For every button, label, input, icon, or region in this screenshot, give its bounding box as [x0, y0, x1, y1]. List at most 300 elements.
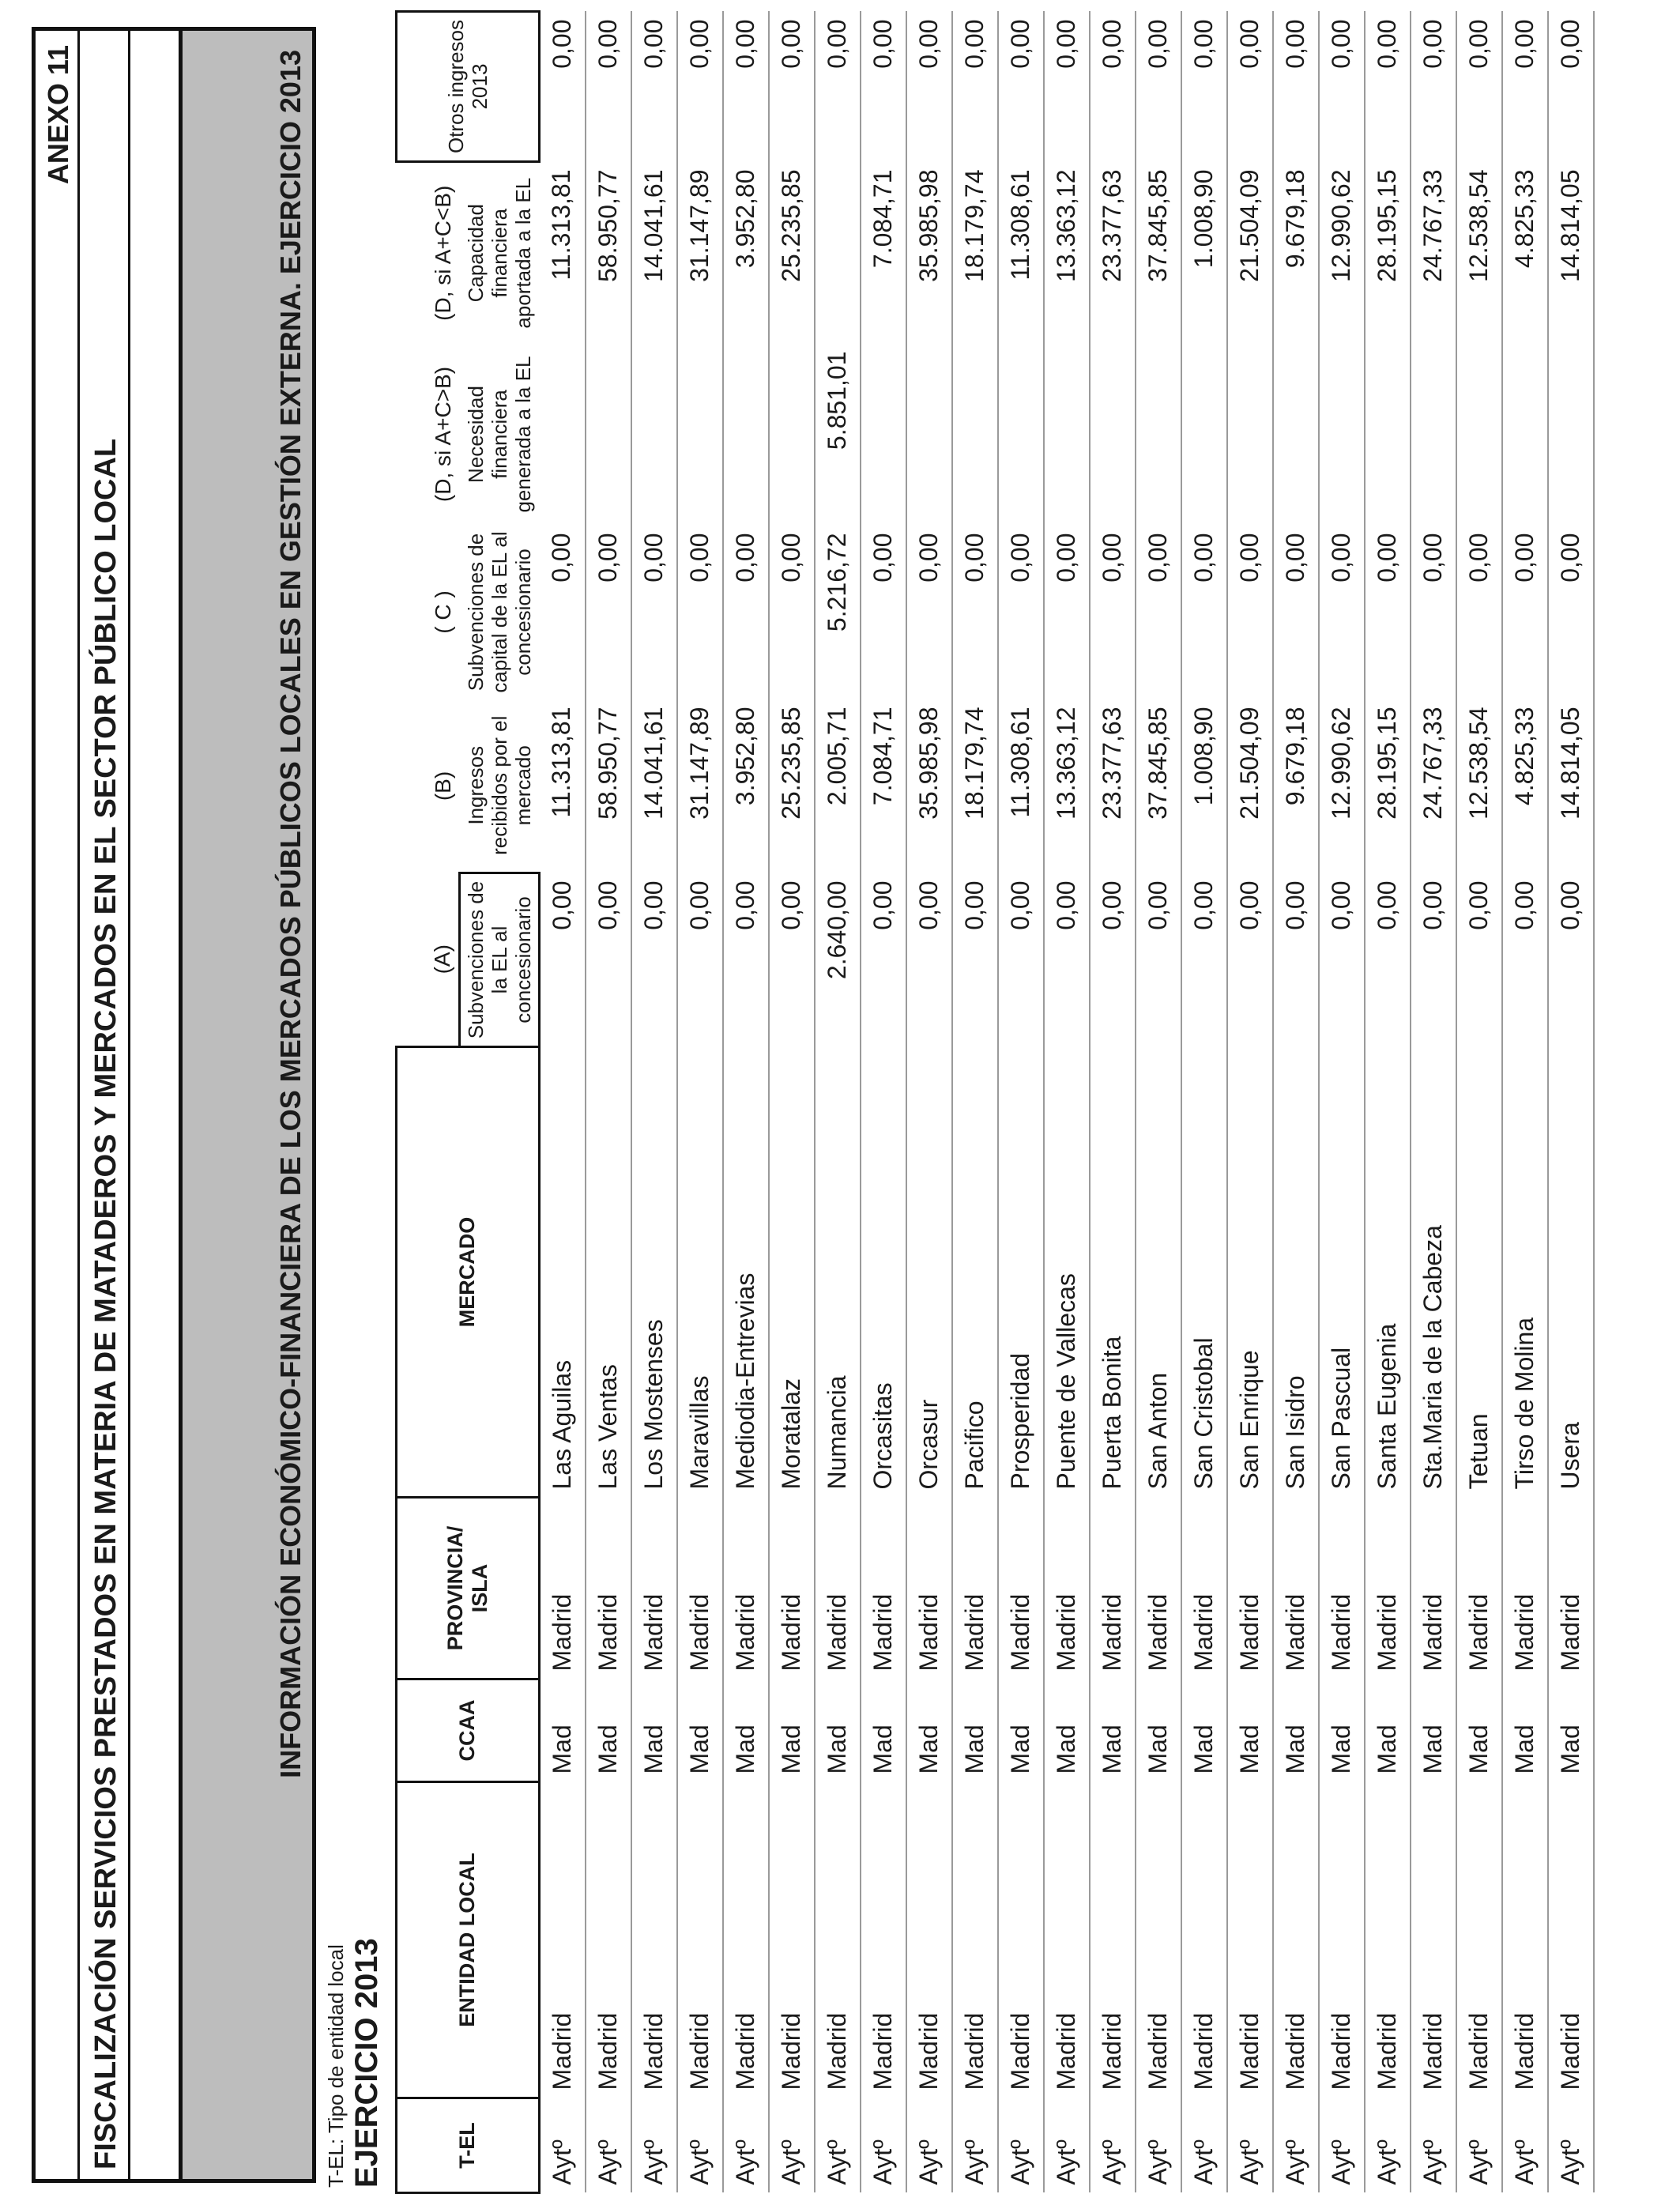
cell-b: 11.313,81	[539, 699, 586, 873]
cell-b: 9.679,18	[1273, 699, 1319, 873]
cell-provincia: Madrid	[952, 1498, 998, 1679]
cell-tel: Aytº	[1365, 2098, 1411, 2193]
cell-c: 0,00	[998, 526, 1044, 699]
cell-provincia: Madrid	[1181, 1498, 1227, 1679]
markets-table	[395, 10, 1595, 2194]
cell-a: 0,00	[723, 873, 769, 1047]
cell-c: 0,00	[1411, 526, 1456, 699]
cell-tel: Aytº	[1502, 2098, 1548, 2193]
cell-a: 0,00	[952, 873, 998, 1047]
cell-b: 21.504,09	[1227, 699, 1273, 873]
cell-otros: 0,00	[539, 12, 586, 162]
cell-a: 0,00	[1181, 873, 1227, 1047]
cell-c: 0,00	[1319, 526, 1365, 699]
cell-b: 4.825,33	[1502, 699, 1548, 873]
cell-otros: 0,00	[815, 12, 861, 162]
cell-d1	[906, 344, 952, 526]
cell-ccaa: Mad	[1411, 1679, 1456, 1782]
cell-otros: 0,00	[1319, 12, 1365, 162]
cell-c: 0,00	[677, 526, 723, 699]
cell-tel: Aytº	[1456, 2098, 1502, 2193]
cell-tel: Aytº	[723, 2098, 769, 2193]
cell-c: 0,00	[906, 526, 952, 699]
cell-provincia: Madrid	[723, 1498, 769, 1679]
cell-d1	[586, 344, 631, 526]
cell-d2: 21.504,09	[1227, 162, 1273, 344]
cell-entidad: Madrid	[769, 1782, 815, 2098]
cell-otros: 0,00	[1273, 12, 1319, 162]
cell-b: 24.767,33	[1411, 699, 1456, 873]
cell-d1	[1456, 344, 1502, 526]
cell-c: 0,00	[723, 526, 769, 699]
cell-b: 31.147,89	[677, 699, 723, 873]
cell-ccaa: Mad	[1227, 1679, 1273, 1782]
cell-tel: Aytº	[906, 2098, 952, 2193]
cell-mercado: Los Mostenses	[631, 1047, 677, 1498]
cell-a: 0,00	[1227, 873, 1273, 1047]
cell-mercado: Tetuan	[1456, 1047, 1502, 1498]
cell-b: 2.005,71	[815, 699, 861, 873]
cell-entidad: Madrid	[723, 1782, 769, 2098]
table-row	[998, 12, 1044, 2193]
cell-ccaa: Mad	[1456, 1679, 1502, 1782]
cell-tel: Aytº	[998, 2098, 1044, 2193]
cell-entidad: Madrid	[1456, 1782, 1502, 2098]
cell-tel: Aytº	[1273, 2098, 1319, 2193]
table-row	[539, 12, 586, 2193]
cell-entidad: Madrid	[539, 1782, 586, 2098]
cell-ccaa: Mad	[1502, 1679, 1548, 1782]
cell-a: 2.640,00	[815, 873, 861, 1047]
cell-b: 3.952,80	[723, 699, 769, 873]
cell-d2: 23.377,63	[1090, 162, 1136, 344]
cell-otros: 0,00	[1227, 12, 1273, 162]
cell-provincia: Madrid	[906, 1498, 952, 1679]
cell-d2: 14.041,61	[631, 162, 677, 344]
table-row	[861, 12, 906, 2193]
cell-entidad: Madrid	[1090, 1782, 1136, 2098]
cell-tel: Aytº	[1090, 2098, 1136, 2193]
table-row	[631, 12, 677, 2193]
cell-provincia: Madrid	[1365, 1498, 1411, 1679]
table-row	[1227, 12, 1273, 2193]
cell-c: 0,00	[586, 526, 631, 699]
table-row	[1502, 12, 1548, 2193]
table-row	[1456, 12, 1502, 2193]
cell-tel: Aytº	[1044, 2098, 1090, 2193]
cell-c: 0,00	[1365, 526, 1411, 699]
cell-c: 0,00	[1181, 526, 1227, 699]
cell-mercado: Sta.Maria de la Cabeza	[1411, 1047, 1456, 1498]
cell-c: 0,00	[539, 526, 586, 699]
cell-a: 0,00	[586, 873, 631, 1047]
cell-ccaa: Mad	[723, 1679, 769, 1782]
col-header-entidad: ENTIDAD LOCAL	[397, 1782, 540, 2098]
cell-provincia: Madrid	[861, 1498, 906, 1679]
cell-entidad: Madrid	[631, 1782, 677, 2098]
cell-provincia: Madrid	[1227, 1498, 1273, 1679]
cell-a: 0,00	[1548, 873, 1594, 1047]
table-row	[1136, 12, 1181, 2193]
cell-a: 0,00	[1136, 873, 1181, 1047]
cell-mercado: San Pascual	[1319, 1047, 1365, 1498]
cell-a: 0,00	[1502, 873, 1548, 1047]
cell-provincia: Madrid	[815, 1498, 861, 1679]
table-row	[1090, 12, 1136, 2193]
cell-b: 23.377,63	[1090, 699, 1136, 873]
cell-d2: 35.985,98	[906, 162, 952, 344]
cell-ccaa: Mad	[769, 1679, 815, 1782]
col-header-d2: Capacidad financiera aportada a la EL	[463, 177, 535, 329]
cell-provincia: Madrid	[1136, 1498, 1181, 1679]
cell-d2: 11.313,81	[539, 162, 586, 344]
cell-d1	[1090, 344, 1136, 526]
cell-c: 0,00	[861, 526, 906, 699]
cell-otros: 0,00	[1456, 12, 1502, 162]
cell-ccaa: Mad	[1090, 1679, 1136, 1782]
cell-d2: 4.825,33	[1502, 162, 1548, 344]
cell-c: 0,00	[1502, 526, 1548, 699]
cell-tel: Aytº	[1319, 2098, 1365, 2193]
cell-otros: 0,00	[723, 12, 769, 162]
main-title-row	[80, 31, 130, 2179]
info-title: INFORMACIÓN ECONÓMICO-FINANCIERA DE LOS MERCADOS PÚBLICOS LOCALES EN GESTIÓN EXTERNA. EJERCICIO 2013	[274, 50, 307, 1778]
cell-d2: 9.679,18	[1273, 162, 1319, 344]
cell-c: 0,00	[952, 526, 998, 699]
cell-d2: 13.363,12	[1044, 162, 1090, 344]
cell-mercado: Puerta Bonita	[1090, 1047, 1136, 1498]
table-row	[952, 12, 998, 2193]
cell-entidad: Madrid	[677, 1782, 723, 2098]
cell-d2: 14.814,05	[1548, 162, 1594, 344]
table-row	[769, 12, 815, 2193]
cell-tel: Aytº	[1548, 2098, 1594, 2193]
table-row	[1365, 12, 1411, 2193]
cell-ccaa: Mad	[539, 1679, 586, 1782]
table-row	[1181, 12, 1227, 2193]
cell-ccaa: Mad	[1273, 1679, 1319, 1782]
cell-c: 0,00	[769, 526, 815, 699]
cell-ccaa: Mad	[586, 1679, 631, 1782]
cell-provincia: Madrid	[677, 1498, 723, 1679]
cell-c: 0,00	[1136, 526, 1181, 699]
cell-d2: 24.767,33	[1411, 162, 1456, 344]
cell-provincia: Madrid	[1548, 1498, 1594, 1679]
cell-c: 0,00	[1273, 526, 1319, 699]
cell-d2: 11.308,61	[998, 162, 1044, 344]
col-header-mercado: MERCADO	[397, 1047, 540, 1498]
cell-d2: 7.084,71	[861, 162, 906, 344]
cell-ccaa: Mad	[1548, 1679, 1594, 1782]
cell-b: 58.950,77	[586, 699, 631, 873]
cell-otros: 0,00	[952, 12, 998, 162]
cell-entidad: Madrid	[1044, 1782, 1090, 2098]
cell-ccaa: Mad	[631, 1679, 677, 1782]
cell-tel: Aytº	[769, 2098, 815, 2193]
cell-mercado: Orcasur	[906, 1047, 952, 1498]
cell-d1	[952, 344, 998, 526]
cell-a: 0,00	[769, 873, 815, 1047]
cell-mercado: Tirso de Molina	[1502, 1047, 1548, 1498]
cell-ccaa: Mad	[998, 1679, 1044, 1782]
cell-mercado: Prosperidad	[998, 1047, 1044, 1498]
cell-otros: 0,00	[677, 12, 723, 162]
cell-entidad: Madrid	[1411, 1782, 1456, 2098]
cell-mercado: San Isidro	[1273, 1047, 1319, 1498]
cell-c: 0,00	[1090, 526, 1136, 699]
cell-entidad: Madrid	[861, 1782, 906, 2098]
cell-d2: 12.990,62	[1319, 162, 1365, 344]
cell-d2: 25.235,85	[769, 162, 815, 344]
cell-provincia: Madrid	[1319, 1498, 1365, 1679]
annex-row	[36, 31, 80, 2179]
cell-entidad: Madrid	[1548, 1782, 1594, 2098]
cell-d1	[1273, 344, 1319, 526]
table-row	[586, 12, 631, 2193]
cell-mercado: Santa Eugenia	[1365, 1047, 1411, 1498]
cell-provincia: Madrid	[539, 1498, 586, 1679]
title-box	[32, 27, 316, 2183]
cell-ccaa: Mad	[1319, 1679, 1365, 1782]
cell-d2: 12.538,54	[1456, 162, 1502, 344]
cell-provincia: Madrid	[1411, 1498, 1456, 1679]
cell-entidad: Madrid	[1227, 1782, 1273, 2098]
cell-tel: Aytº	[631, 2098, 677, 2193]
cell-d2: 1.008,90	[1181, 162, 1227, 344]
cell-otros: 0,00	[769, 12, 815, 162]
cell-a: 0,00	[861, 873, 906, 1047]
cell-a: 0,00	[1456, 873, 1502, 1047]
cell-c: 0,00	[1456, 526, 1502, 699]
cell-mercado: Puente de Vallecas	[1044, 1047, 1090, 1498]
cell-otros: 0,00	[1411, 12, 1456, 162]
cell-d1	[998, 344, 1044, 526]
cell-mercado: Maravillas	[677, 1047, 723, 1498]
cell-otros: 0,00	[1090, 12, 1136, 162]
cell-d1	[539, 344, 586, 526]
cell-tel: Aytº	[815, 2098, 861, 2193]
cell-otros: 0,00	[1044, 12, 1090, 162]
cell-b: 28.195,15	[1365, 699, 1411, 873]
cell-provincia: Madrid	[586, 1498, 631, 1679]
cell-ccaa: Mad	[906, 1679, 952, 1782]
cell-entidad: Madrid	[952, 1782, 998, 2098]
cell-tel: Aytº	[1181, 2098, 1227, 2193]
col-letter-d2: (D, si A+C<B)	[431, 185, 455, 321]
cell-entidad: Madrid	[1319, 1782, 1365, 2098]
col-header-otros: Otros ingresos 2013	[397, 12, 540, 162]
cell-provincia: Madrid	[1502, 1498, 1548, 1679]
cell-ccaa: Mad	[1136, 1679, 1181, 1782]
cell-ccaa: Mad	[677, 1679, 723, 1782]
cell-a: 0,00	[631, 873, 677, 1047]
cell-d1	[1319, 344, 1365, 526]
cell-b: 1.008,90	[1181, 699, 1227, 873]
cell-entidad: Madrid	[1136, 1782, 1181, 2098]
cell-d1	[723, 344, 769, 526]
cell-d1	[1411, 344, 1456, 526]
cell-entidad: Madrid	[998, 1782, 1044, 2098]
cell-provincia: Madrid	[1273, 1498, 1319, 1679]
cell-ccaa: Mad	[861, 1679, 906, 1782]
cell-d1	[1044, 344, 1090, 526]
col-header-tel: T-EL	[397, 2098, 540, 2193]
table-row	[1548, 12, 1594, 2193]
cell-d1	[1548, 344, 1594, 526]
cell-a: 0,00	[1365, 873, 1411, 1047]
cell-a: 0,00	[1044, 873, 1090, 1047]
cell-provincia: Madrid	[769, 1498, 815, 1679]
cell-d2: 58.950,77	[586, 162, 631, 344]
ejercicio-heading: EJERCICIO 2013	[349, 1938, 384, 2188]
table-row	[723, 12, 769, 2193]
cell-d1	[1227, 344, 1273, 526]
cell-mercado: Numancia	[815, 1047, 861, 1498]
table-row	[677, 12, 723, 2193]
annex-label: ANEXO 11	[42, 45, 74, 185]
cell-b: 18.179,74	[952, 699, 998, 873]
cell-d1	[1181, 344, 1227, 526]
cell-otros: 0,00	[861, 12, 906, 162]
cell-d1	[677, 344, 723, 526]
cell-mercado: San Enrique	[1227, 1047, 1273, 1498]
cell-mercado: San Cristobal	[1181, 1047, 1227, 1498]
table-row	[1273, 12, 1319, 2193]
main-title: FISCALIZACIÓN SERVICIOS PRESTADOS EN MATERIA DE MATADEROS Y MERCADOS EN EL SECTOR PÚBLICO LOCAL	[89, 438, 122, 2169]
cell-d1	[1502, 344, 1548, 526]
cell-entidad: Madrid	[1181, 1782, 1227, 2098]
cell-tel: Aytº	[677, 2098, 723, 2193]
cell-a: 0,00	[1319, 873, 1365, 1047]
cell-d2: 37.845,85	[1136, 162, 1181, 344]
cell-entidad: Madrid	[815, 1782, 861, 2098]
cell-d1	[1136, 344, 1181, 526]
cell-mercado: Pacifico	[952, 1047, 998, 1498]
cell-b: 25.235,85	[769, 699, 815, 873]
col-letter-c: ( C )	[431, 590, 455, 634]
col-letter-b: (B)	[431, 771, 455, 801]
cell-otros: 0,00	[906, 12, 952, 162]
cell-a: 0,00	[677, 873, 723, 1047]
cell-provincia: Madrid	[631, 1498, 677, 1679]
cell-d1	[769, 344, 815, 526]
cell-ccaa: Mad	[952, 1679, 998, 1782]
cell-tel: Aytº	[586, 2098, 631, 2193]
cell-mercado: Mediodia-Entrevias	[723, 1047, 769, 1498]
cell-b: 11.308,61	[998, 699, 1044, 873]
info-title-row	[183, 31, 312, 2179]
cell-entidad: Madrid	[1502, 1782, 1548, 2098]
col-header-b: Ingresos recibidos por el mercado	[463, 715, 535, 855]
cell-ccaa: Mad	[1365, 1679, 1411, 1782]
cell-ccaa: Mad	[1044, 1679, 1090, 1782]
cell-b: 12.990,62	[1319, 699, 1365, 873]
cell-c: 5.216,72	[815, 526, 861, 699]
cell-mercado: San Anton	[1136, 1047, 1181, 1498]
cell-d2	[815, 162, 861, 344]
cell-otros: 0,00	[631, 12, 677, 162]
col-letter-a: (A)	[429, 944, 454, 974]
cell-entidad: Madrid	[1273, 1782, 1319, 2098]
col-header-c: Subvenciones de capital de la EL al concesionario	[463, 531, 535, 693]
cell-c: 0,00	[1044, 526, 1090, 699]
cell-d1	[861, 344, 906, 526]
col-header-a: Subvenciones de la EL al concesionario	[459, 873, 539, 1047]
col-letter-d1: (D, si A+C>B)	[431, 366, 455, 503]
table-row	[815, 12, 861, 2193]
cell-provincia: Madrid	[1456, 1498, 1502, 1679]
cell-mercado: Usera	[1548, 1047, 1594, 1498]
cell-entidad: Madrid	[586, 1782, 631, 2098]
cell-otros: 0,00	[1502, 12, 1548, 162]
cell-b: 35.985,98	[906, 699, 952, 873]
cell-a: 0,00	[1090, 873, 1136, 1047]
cell-d2: 3.952,80	[723, 162, 769, 344]
cell-d2: 31.147,89	[677, 162, 723, 344]
cell-entidad: Madrid	[906, 1782, 952, 2098]
cell-otros: 0,00	[1365, 12, 1411, 162]
cell-otros: 0,00	[1548, 12, 1594, 162]
cell-a: 0,00	[998, 873, 1044, 1047]
cell-mercado: Las Ventas	[586, 1047, 631, 1498]
cell-tel: Aytº	[1136, 2098, 1181, 2193]
table-row	[1411, 12, 1456, 2193]
tel-legend-note: T-EL: Tipo de entidad local	[324, 1944, 348, 2188]
cell-tel: Aytº	[952, 2098, 998, 2193]
table-body	[539, 12, 1594, 2193]
cell-d2: 18.179,74	[952, 162, 998, 344]
cell-b: 37.845,85	[1136, 699, 1181, 873]
blank-row	[130, 31, 183, 2179]
cell-d1	[1365, 344, 1411, 526]
cell-tel: Aytº	[539, 2098, 586, 2193]
cell-otros: 0,00	[586, 12, 631, 162]
cell-tel: Aytº	[861, 2098, 906, 2193]
cell-mercado: Orcasitas	[861, 1047, 906, 1498]
cell-otros: 0,00	[998, 12, 1044, 162]
col-header-d1: Necesidad financiera generada a la EL	[463, 356, 535, 513]
cell-provincia: Madrid	[1044, 1498, 1090, 1679]
cell-d1	[631, 344, 677, 526]
cell-a: 0,00	[906, 873, 952, 1047]
cell-b: 7.084,71	[861, 699, 906, 873]
cell-c: 0,00	[1227, 526, 1273, 699]
cell-b: 14.814,05	[1548, 699, 1594, 873]
cell-d1: 5.851,01	[815, 344, 861, 526]
cell-entidad: Madrid	[1365, 1782, 1411, 2098]
cell-c: 0,00	[631, 526, 677, 699]
table-row	[906, 12, 952, 2193]
cell-b: 14.041,61	[631, 699, 677, 873]
cell-otros: 0,00	[1136, 12, 1181, 162]
cell-ccaa: Mad	[1181, 1679, 1227, 1782]
cell-mercado: Moratalaz	[769, 1047, 815, 1498]
cell-b: 12.538,54	[1456, 699, 1502, 873]
cell-a: 0,00	[539, 873, 586, 1047]
cell-provincia: Madrid	[1090, 1498, 1136, 1679]
cell-tel: Aytº	[1411, 2098, 1456, 2193]
cell-mercado: Las Aguilas	[539, 1047, 586, 1498]
col-header-provincia: PROVINCIA/ ISLA	[397, 1498, 540, 1679]
cell-d2: 28.195,15	[1365, 162, 1411, 344]
cell-b: 13.363,12	[1044, 699, 1090, 873]
cell-a: 0,00	[1411, 873, 1456, 1047]
cell-otros: 0,00	[1181, 12, 1227, 162]
cell-c: 0,00	[1548, 526, 1594, 699]
table-row	[1319, 12, 1365, 2193]
cell-a: 0,00	[1273, 873, 1319, 1047]
cell-provincia: Madrid	[998, 1498, 1044, 1679]
